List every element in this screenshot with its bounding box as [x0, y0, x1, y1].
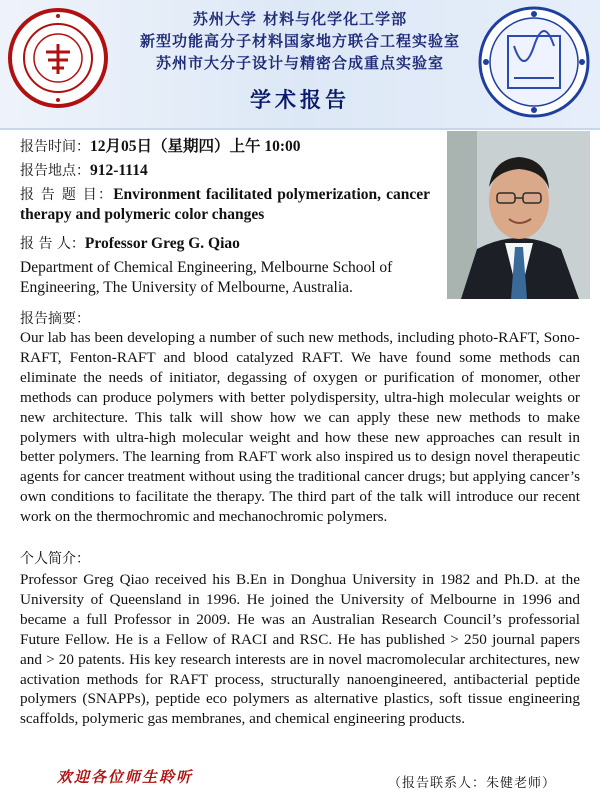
speaker-photo [447, 131, 590, 299]
bio-text: Professor Greg Qiao received his B.En in Donghua University in 1982 and Ph.D. at the University of Queensland in 1996. He joined the University of Melbourne in 1996 and became a full Professor in 2009. He was an Australian Research Council’s professorial Future Fellow. He is a Fellow of RACI and RSC. He has published > 250 journal papers and > 20 patents. His key research interests are in novel macromolecular architectures, new activation methods for RAFT process, structurally nanoengineered, antibacterial peptide polymers (SNAPPs), peptide eco polymers as alternative plastics, soft tissue engineering scaffolds, polymeric gas membranes, and chemical engineering products. [20, 571, 580, 728]
report-place [20, 161, 148, 181]
place-value: 912-1114 [90, 162, 148, 179]
header-line-2: 新型功能高分子材料国家地方联合工程实验室 [139, 32, 460, 50]
speaker-value: Professor Greg G. Qiao [84, 235, 240, 252]
page-title: 学术报告 [250, 88, 350, 112]
speaker-affiliation: Department of Chemical Engineering, Melbourne School of Engineering, The University of Melbourne, Australia. [20, 259, 393, 296]
abstract-text: Our lab has been developing a number of such new methods, including photo-RAFT, Sono-RAFT, Fenton-RAFT and blood catalyzed RAFT. We have found some methods can eliminate the needs of initiator, degassing of oxygen or purification of monomer, other methods can produce polymers with better polydispersity, ultra-high molecular weights or new architecture. This talk will show how we can apply these new methods to make polymers with ultra-high molecular weight and how these new approaches can result in better polymers. The learning from RAFT work also inspired us to design novel therapeutic agents for cancer treatment without using the traditional cancer drugs; but applying cancer’s own conditions to facilitate the therapy. The third part of the talk will introduce our recent work on the thermochromic and mechanochromic polymers. [20, 329, 580, 526]
report-time [20, 137, 301, 157]
abstract-heading: 报告摘要： [20, 311, 90, 327]
report-topic [20, 185, 430, 225]
report-speaker [20, 234, 240, 254]
time-value: 12月05日（星期四）上午 10:00 [90, 138, 301, 155]
header-line-3: 苏州市大分子设计与精密合成重点实验室 [155, 54, 444, 72]
header-banner [0, 0, 600, 130]
header-line-1: 苏州大学 材料与化学化工学部 [192, 10, 408, 28]
topic-value: Environment facilitated polymerization, cancer therapy and polymeric color changes [20, 186, 430, 223]
bio-heading: 个人简介： [20, 551, 90, 567]
welcome-message: 欢迎各位师生聆听 [57, 768, 194, 786]
speaker-label: 报 告 人： [20, 236, 85, 252]
contact-person: （报告联系人：朱健老师） [388, 776, 557, 791]
topic-label: 报 告 题 目： [20, 187, 114, 203]
place-label: 报告地点： [20, 163, 90, 179]
lab-emblem-logo [478, 6, 590, 118]
time-label: 报告时间： [20, 139, 90, 155]
university-seal-logo [8, 8, 108, 108]
